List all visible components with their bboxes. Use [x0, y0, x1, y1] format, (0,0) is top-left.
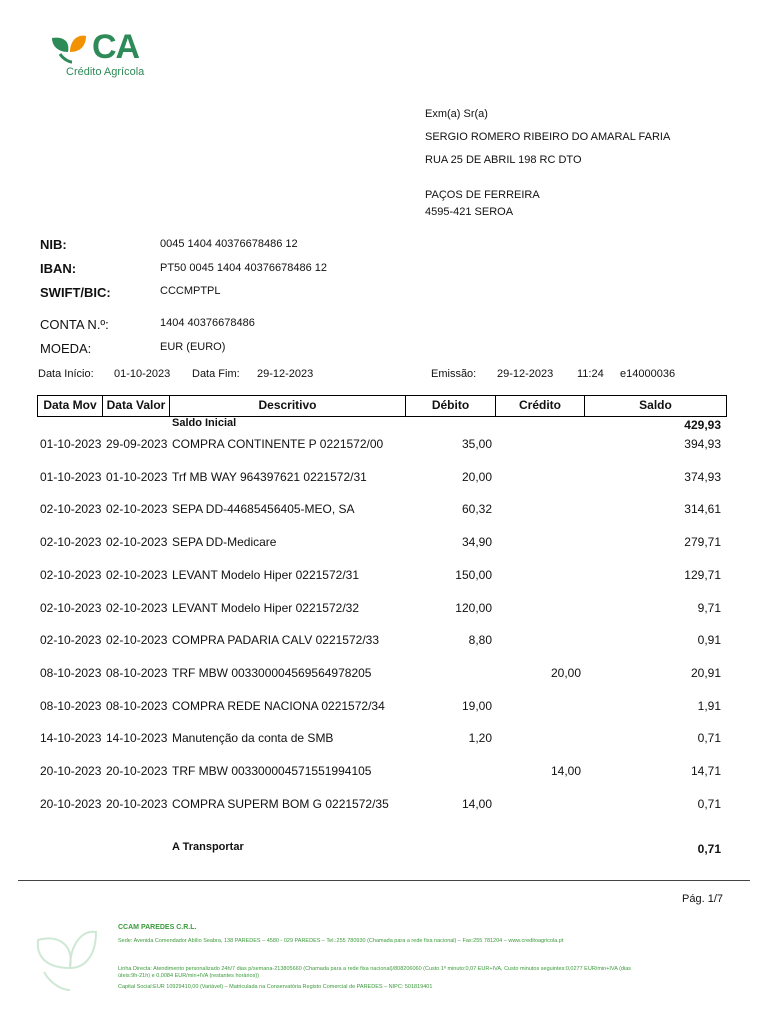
table-row — [0, 797, 768, 813]
leaf-icon — [50, 32, 90, 64]
table-row — [0, 502, 768, 518]
cell-saldo: 1,91 — [697, 698, 721, 713]
cell-saldo: 0,71 — [697, 796, 721, 811]
cell-data-mov: 20-10-2023 — [40, 764, 102, 778]
cell-data-mov: 08-10-2023 — [40, 698, 102, 713]
transportar-label: A Transportar — [172, 841, 244, 853]
cell-data-valor: 29-09-2023 — [106, 437, 168, 451]
fim-value: 29-12-2023 — [257, 368, 314, 380]
cell-descritivo: LEVANT Modelo Hiper 0221572/32 — [172, 600, 360, 615]
footer-linha-directa-2: úteis:9h-21h) e 0,0084 EUR/min+IVA (restantes horários)) — [118, 973, 259, 979]
footer-company: CCAM PAREDES C.R.L. — [118, 924, 197, 931]
cell-credito: 14,00 — [550, 764, 581, 778]
cell-descritivo: SEPA DD-44685456405-MEO, SA — [172, 502, 355, 517]
col-debito: Débito — [406, 396, 496, 416]
col-saldo: Saldo — [639, 398, 672, 412]
cell-debito: 35,00 — [461, 437, 492, 451]
cell-data-mov: 02-10-2023 — [40, 633, 102, 648]
table-row — [0, 731, 768, 747]
cell-data-mov: 02-10-2023 — [40, 567, 102, 582]
table-header — [37, 395, 727, 417]
nib-value: 0045 1404 40376678486 12 — [160, 238, 298, 250]
footer-capital: Capital Social:EUR 10929410,00 (Variável) – Matriculada na Conservatória Registo Comercial de PAREDES – NIPC: 501819401 — [118, 984, 433, 990]
conta-label: CONTA N.º: — [40, 317, 109, 332]
swift-label: SWIFT/BIC: — [40, 285, 111, 300]
cell-data-valor: 08-10-2023 — [106, 665, 168, 680]
cell-data-valor: 02-10-2023 — [106, 567, 168, 582]
cell-debito: 19,00 — [461, 698, 492, 713]
table-row — [0, 470, 768, 486]
watermark-leaf-icon — [30, 920, 100, 995]
cell-debito: 8,80 — [468, 633, 492, 648]
cell-data-mov: 02-10-2023 — [40, 535, 102, 550]
nib-label: NIB: — [40, 237, 67, 252]
cell-data-mov: 01-10-2023 — [40, 437, 102, 451]
cell-descritivo: TRF MBW 003300004571551994105 — [172, 764, 372, 778]
cell-descritivo: TRF MBW 003300004569564978205 — [172, 665, 372, 680]
page-number: Pág. 1/7 — [682, 893, 723, 905]
transportar-value: 0,71 — [697, 842, 721, 856]
cell-data-valor: 02-10-2023 — [106, 633, 168, 648]
cell-saldo: 0,71 — [697, 731, 721, 746]
cell-saldo: 394,93 — [684, 437, 721, 451]
inicio-value: 01-10-2023 — [114, 368, 171, 380]
cell-descritivo: Manutenção da conta de SMB — [172, 731, 334, 746]
cell-descritivo: COMPRA CONTINENTE P 0221572/00 — [172, 437, 384, 451]
emissao-value: 29-12-2023 — [497, 368, 554, 380]
brand-name: CA — [92, 28, 140, 66]
footer-divider — [18, 880, 750, 881]
table-row — [0, 666, 768, 682]
cell-data-valor: 08-10-2023 — [106, 698, 168, 713]
table-row — [0, 568, 768, 584]
cell-debito: 20,00 — [461, 469, 492, 484]
table-row — [0, 437, 768, 453]
iban-label: IBAN: — [40, 261, 77, 276]
cell-data-valor: 02-10-2023 — [106, 502, 168, 517]
cell-debito: 60,32 — [461, 502, 492, 517]
cell-debito: 1,20 — [468, 731, 492, 746]
recipient-city: PAÇOS DE FERREIRA — [425, 189, 540, 201]
cell-descritivo: COMPRA SUPERM BOM G 0221572/35 — [172, 796, 389, 811]
cell-data-mov: 08-10-2023 — [40, 665, 102, 680]
swift-value: CCCMPTPL — [160, 285, 221, 297]
emissao-label: Emissão: — [431, 368, 477, 380]
footer-linha-directa: Linha Directa: Atendimento personalizado 24h/7 dias p/semana-213805660 (Chamada para a rede fixa nacional)/808206060 (Custo 1º minuto:0,07 EUR+IVA, Custo minutos seguintes:0,0277 EUR/min+IVA (dias — [118, 966, 632, 972]
footer-sede: Sede: Avenida Comendador Abílio Seabra, 138 PAREDES – 4580 - 029 PAREDES – Tel.:255 780930 (Chamada para a rede fixa nacional) – Fax:255 781204 – www.creditoagricola.pt — [118, 938, 564, 944]
cell-debito: 120,00 — [455, 600, 492, 615]
cell-data-mov: 02-10-2023 — [40, 600, 102, 615]
cell-data-mov: 14-10-2023 — [40, 731, 102, 746]
col-data-valor: Data Valor — [103, 396, 170, 416]
cell-saldo: 279,71 — [684, 535, 721, 550]
recipient-name: SERGIO ROMERO RIBEIRO DO AMARAL FARIA — [425, 131, 671, 143]
cell-saldo: 314,61 — [684, 502, 721, 517]
emissao-hora: 11:24 — [577, 368, 604, 380]
cell-saldo: 20,91 — [690, 665, 721, 680]
cell-data-valor: 20-10-2023 — [106, 796, 168, 811]
table-row — [0, 601, 768, 617]
cell-debito: 150,00 — [455, 567, 492, 582]
col-credito: Crédito — [496, 396, 585, 416]
cell-saldo: 0,91 — [697, 633, 721, 648]
recipient-street: RUA 25 DE ABRIL 198 RC DTO — [425, 154, 582, 166]
table-row — [0, 535, 768, 551]
cell-debito: 34,90 — [461, 535, 492, 550]
cell-data-valor: 01-10-2023 — [106, 469, 168, 484]
recipient-postal: 4595-421 SEROA — [425, 206, 514, 218]
table-row — [0, 699, 768, 715]
moeda-label: MOEDA: — [40, 341, 92, 356]
table-row — [0, 633, 768, 649]
cell-data-mov: 01-10-2023 — [40, 469, 102, 484]
cell-descritivo: COMPRA REDE NACIONA 0221572/34 — [172, 698, 385, 713]
cell-descritivo: COMPRA PADARIA CALV 0221572/33 — [172, 633, 379, 648]
cell-data-valor: 02-10-2023 — [106, 600, 168, 615]
credito-agricola-logo — [50, 28, 160, 83]
cell-data-mov: 20-10-2023 — [40, 796, 102, 811]
cell-credito: 20,00 — [550, 665, 581, 680]
cell-saldo: 9,71 — [697, 600, 721, 615]
cell-data-valor: 02-10-2023 — [106, 535, 168, 550]
cell-descritivo: Trf MB WAY 964397621 0221572/31 — [172, 469, 367, 484]
inicio-label: Data Início: — [38, 368, 94, 380]
brand-subtitle: Crédito Agrícola — [66, 66, 145, 78]
fim-label: Data Fim: — [192, 368, 240, 380]
cell-data-mov: 02-10-2023 — [40, 502, 102, 517]
table-row — [0, 764, 768, 780]
moeda-value: EUR (EURO) — [160, 341, 226, 353]
conta-value: 1404 40376678486 — [160, 317, 255, 329]
cell-data-valor: 20-10-2023 — [106, 764, 168, 778]
saldo-inicial-value: 429,93 — [684, 418, 721, 432]
col-data-mov: Data Mov — [38, 396, 103, 416]
col-descritivo: Descritivo — [170, 396, 406, 416]
cell-saldo: 374,93 — [684, 469, 721, 484]
saldo-inicial-label: Saldo Inicial — [172, 417, 237, 429]
iban-value: PT50 0045 1404 40376678486 12 — [160, 262, 327, 274]
cell-debito: 14,00 — [461, 796, 492, 811]
cell-saldo: 14,71 — [690, 764, 721, 778]
cell-descritivo: LEVANT Modelo Hiper 0221572/31 — [172, 567, 360, 582]
cell-data-valor: 14-10-2023 — [106, 731, 168, 746]
cell-saldo: 129,71 — [684, 567, 721, 582]
emissao-ref: e14000036 — [620, 368, 676, 380]
salutation: Exm(a) Sr(a) — [425, 108, 488, 120]
cell-descritivo: SEPA DD-Medicare — [172, 535, 277, 550]
